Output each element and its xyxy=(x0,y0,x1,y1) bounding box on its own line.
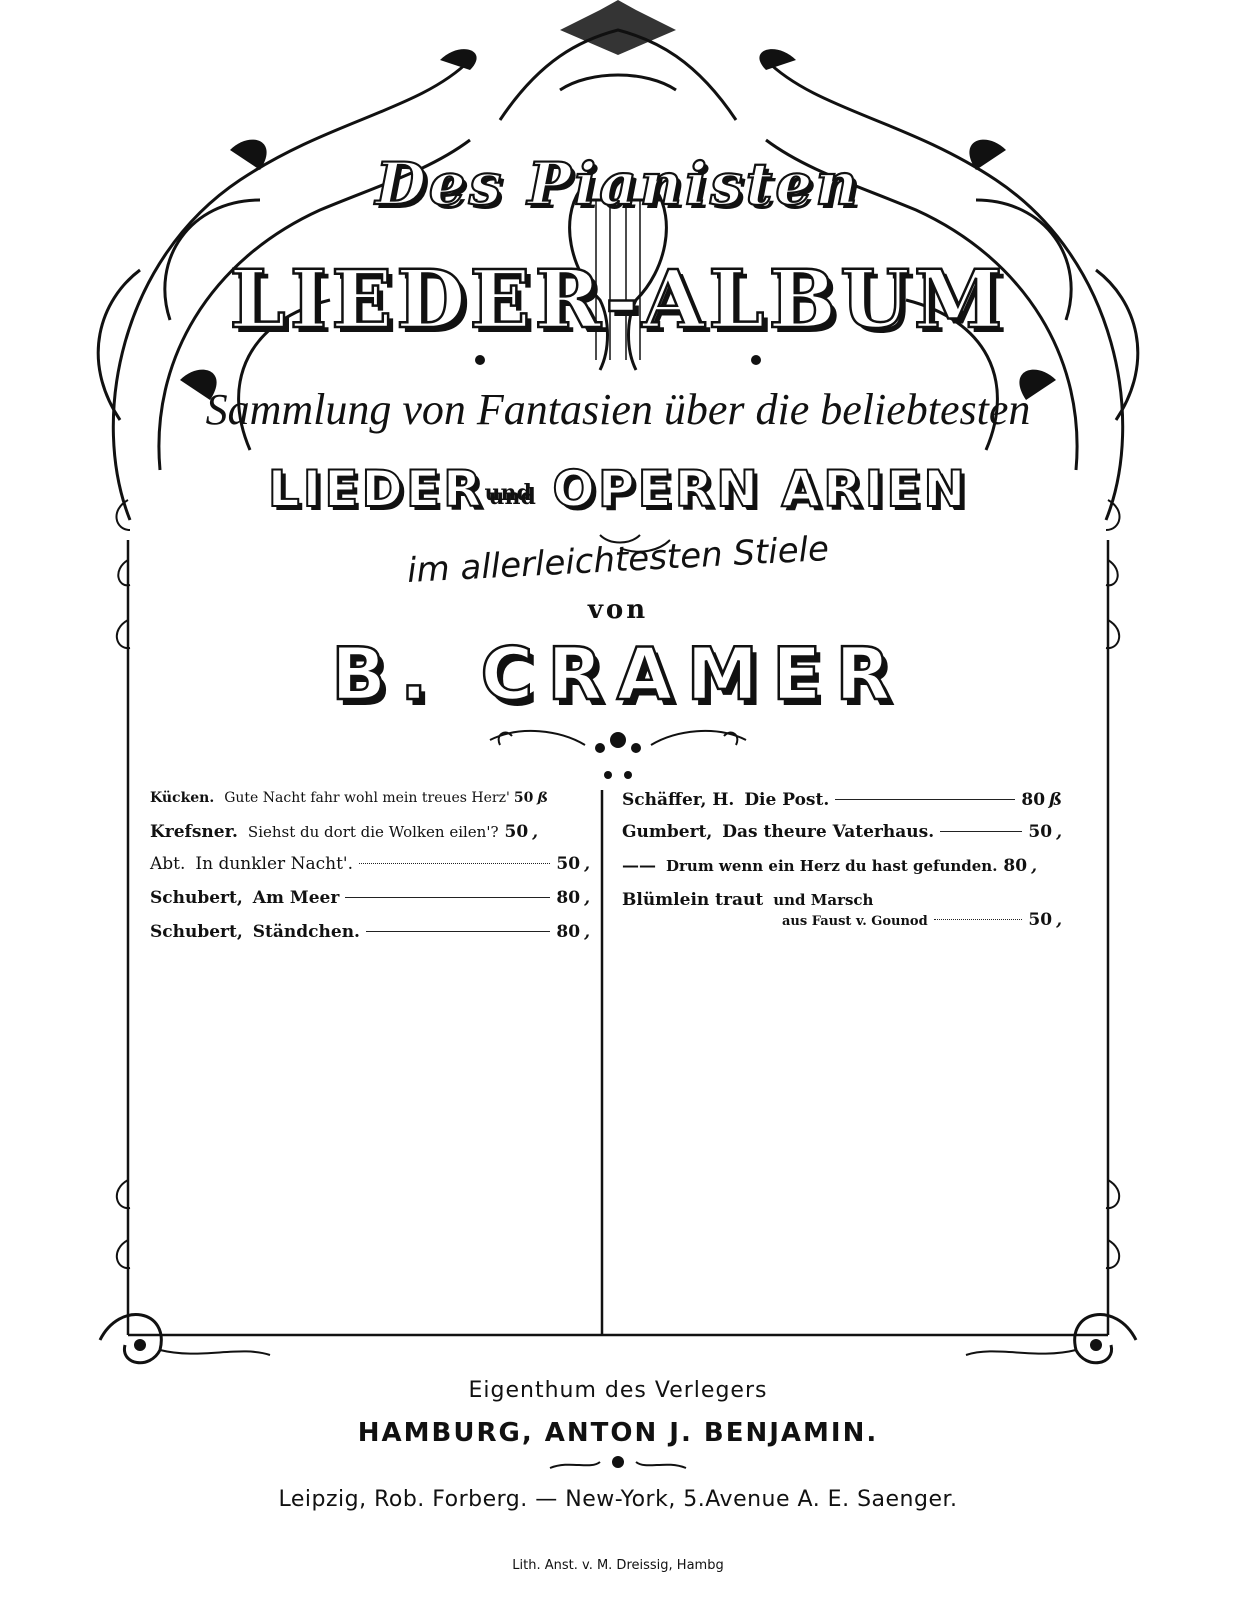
contents-right-column xyxy=(622,790,1062,950)
title-des-pianisten: Des Pianisten xyxy=(375,150,861,218)
item-title: Drum wenn ein Herz du hast gefunden. xyxy=(666,857,998,875)
ownership-note: Eigenthum des Verlegers xyxy=(468,1378,768,1403)
item-unit: , xyxy=(584,922,590,942)
item-title: Siehst du dort die Wolken eilen'? xyxy=(247,823,499,841)
item-composer: Schubert, xyxy=(150,888,243,908)
list-item-sub xyxy=(622,910,1062,930)
subtitle-sammlung: Sammlung von Fantasien über die beliebtesten xyxy=(205,385,1031,434)
title-lieder-album: LIEDER-ALBUM xyxy=(229,252,1007,346)
contents-left-column xyxy=(150,790,590,970)
lieder-word: LIEDER xyxy=(267,460,485,518)
list-item xyxy=(150,822,590,842)
leader-line xyxy=(934,919,1023,920)
item-title: Das theure Vaterhaus. xyxy=(722,822,935,842)
item-unit: , xyxy=(584,854,590,874)
item-price: 50 xyxy=(513,790,534,806)
item-composer: Abt. xyxy=(150,854,186,874)
item-composer: —— xyxy=(622,856,656,876)
item-composer: Blümlein traut xyxy=(622,890,764,910)
lithographer-credit: Lith. Anst. v. M. Dreissig, Hambg xyxy=(512,1558,724,1573)
item-price: 50 xyxy=(1028,910,1053,930)
list-item xyxy=(622,890,1062,910)
und-word: und xyxy=(484,480,532,506)
item-unit: , xyxy=(532,822,539,842)
list-item xyxy=(622,822,1062,842)
subtitle-style: im allerleichtesten Stiele xyxy=(406,528,830,592)
list-item xyxy=(150,790,590,806)
item-composer: Gumbert, xyxy=(622,822,713,842)
item-title: Ständchen. xyxy=(252,922,360,942)
subtitle-lieder-opern xyxy=(0,460,1236,518)
item-unit: , xyxy=(584,888,590,908)
list-item xyxy=(150,922,590,942)
item-price: 80 xyxy=(556,888,581,908)
item-composer: Schäffer, H. xyxy=(622,790,735,810)
distribution-note: Leipzig, Rob. Forberg. — New-York, 5.Avenue A. E. Saenger. xyxy=(278,1487,958,1512)
item-title: In dunkler Nacht'. xyxy=(195,854,353,874)
item-title: und Marsch xyxy=(773,891,874,909)
leader-line xyxy=(345,897,550,898)
list-item xyxy=(150,888,590,908)
leader-line xyxy=(835,799,1015,800)
by-label: von xyxy=(587,595,649,625)
opern-arien-words: OPERN ARIEN xyxy=(552,460,969,518)
item-unit: , xyxy=(1031,856,1038,876)
item-composer: Schubert, xyxy=(150,922,243,942)
item-price: 80 xyxy=(556,922,581,942)
list-item xyxy=(150,854,590,874)
leader-line xyxy=(359,863,550,864)
item-unit: , xyxy=(1056,822,1062,842)
item-composer: Krefsner. xyxy=(150,822,238,842)
leader-line xyxy=(940,831,1022,832)
item-price: 50 xyxy=(504,822,529,842)
item-title: Gute Nacht fahr wohl mein treues Herz' xyxy=(224,790,510,806)
item-price: 50 xyxy=(1028,822,1053,842)
item-unit: ß xyxy=(537,790,548,806)
item-price: 80 xyxy=(1021,790,1046,810)
item-price: 50 xyxy=(556,854,581,874)
list-item xyxy=(622,856,1062,876)
item-title: Am Meer xyxy=(252,888,340,908)
item-unit: ß xyxy=(1049,790,1062,810)
item-unit: , xyxy=(1056,910,1062,930)
item-subtitle: aus Faust v. Gounod xyxy=(782,914,928,929)
composer-name: B. CRAMER xyxy=(331,632,905,716)
item-price: 80 xyxy=(1003,856,1028,876)
leader-line xyxy=(366,931,550,932)
list-item xyxy=(622,790,1062,810)
item-title: Die Post. xyxy=(744,790,830,810)
item-composer: Kücken. xyxy=(150,790,215,806)
publisher-name: HAMBURG, ANTON J. BENJAMIN. xyxy=(357,1418,879,1448)
